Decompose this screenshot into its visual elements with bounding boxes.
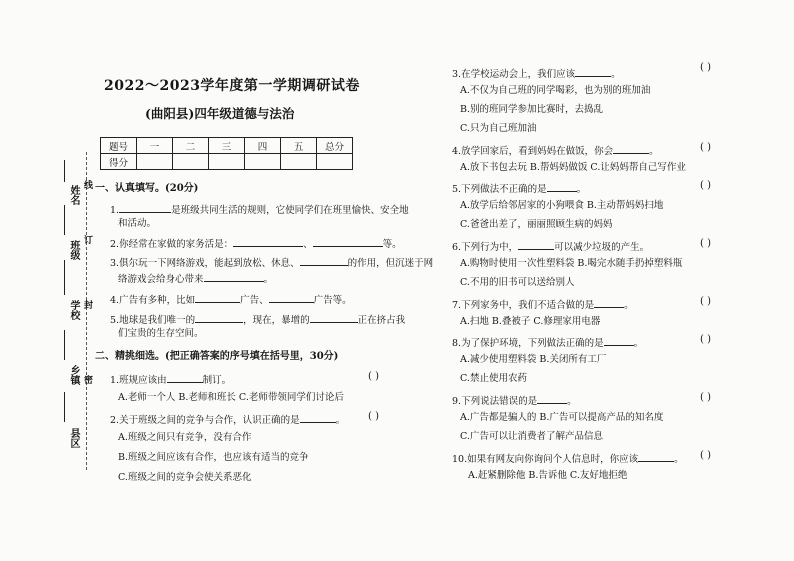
exam-subtitle: (曲阳县)四年级道德与法治 xyxy=(145,106,295,121)
name-write-line xyxy=(64,160,66,182)
s2-q10-blank[interactable] xyxy=(638,451,674,462)
s1-q4 xyxy=(110,292,352,307)
s2-q1 xyxy=(110,372,231,387)
score-cell[interactable] xyxy=(209,154,245,170)
score-header-cell: 五 xyxy=(281,138,317,154)
s1-q1-text-a: 是班级共同生活的规则，它使同学们在班里愉快、安全地 xyxy=(171,205,409,216)
s2-q7-answer-paren[interactable]: ( ) xyxy=(700,296,711,307)
s1-q3-text-a: 3.俱尔玩一下网络游戏，能起到放松、休息、 xyxy=(110,258,300,269)
score-header-cell: 二 xyxy=(173,138,209,154)
s2-q10-text: 10.如果有网友向你询问个人信息时，你应该 xyxy=(452,454,639,465)
score-header-cell: 四 xyxy=(245,138,281,154)
s1-q3-end: 。 xyxy=(263,274,274,285)
s2-q8-option-ab: A.减少使用塑料袋 B.关闭所有工厂 xyxy=(460,354,607,365)
score-cell[interactable] xyxy=(281,154,317,170)
s2-q3-blank[interactable] xyxy=(575,66,611,77)
score-cell[interactable] xyxy=(173,154,209,170)
seal-char-4: 密 xyxy=(82,375,92,384)
s1-q4-text-b: 广告、 xyxy=(240,295,269,306)
s2-q10-options: A.赶紧删除他 B.告诉他 C.友好地拒绝 xyxy=(468,470,628,481)
s2-q7-blank[interactable] xyxy=(594,297,624,308)
s2-q10-answer-paren[interactable]: ( ) xyxy=(700,450,711,461)
s2-q8-text: 8.为了保护环境，下列做法正确的是 xyxy=(452,338,604,349)
s1-q3-line1 xyxy=(110,255,433,270)
school-write-line xyxy=(64,260,66,295)
s1-q5-line1 xyxy=(110,312,405,327)
s2-q4-text: 4.放学回家后，看到妈妈在做饭，你会 xyxy=(452,146,614,157)
s1-q4-text-a: 4.广告有多种，比如 xyxy=(110,295,196,306)
s2-q10-end: 。 xyxy=(674,454,684,465)
town-label: 乡镇 xyxy=(68,365,79,385)
s2-q1-end: 制订。 xyxy=(202,375,232,386)
s2-q3-option-b: B.别的班同学参加比赛时，去捣乱 xyxy=(460,104,604,115)
s2-q6-option-c: C.不用的旧书可以送给别人 xyxy=(460,277,575,288)
s2-q7-end: 。 xyxy=(624,300,634,311)
class-label: 班级 xyxy=(68,240,79,260)
exam-title: 2022～2023学年度第一学期调研试卷 xyxy=(104,78,360,94)
school-label: 学校 xyxy=(68,300,79,320)
s2-q9-option-c: C.广告可以让消费者了解产品信息 xyxy=(460,431,603,442)
s1-q1-blank[interactable] xyxy=(119,202,171,213)
score-table xyxy=(100,137,353,170)
score-table-header-row xyxy=(101,138,353,154)
seal-char-2: 订 xyxy=(82,235,92,244)
s2-q9-blank[interactable] xyxy=(537,393,567,404)
s2-q7-text: 7.下列家务中，我们不适合做的是 xyxy=(452,300,595,311)
seal-char-3: 封 xyxy=(82,300,92,309)
s2-q7-options: A.扫地 B.叠被子 C.修理家用电器 xyxy=(460,316,601,327)
s2-q8-blank[interactable] xyxy=(604,335,634,346)
district-write-line xyxy=(64,392,66,422)
s2-q10 xyxy=(452,451,684,466)
s1-q3-blank-1[interactable] xyxy=(300,255,348,266)
s2-q2-option-a: A.班级之间只有竞争，没有合作 xyxy=(118,432,252,443)
s2-q1-answer-paren[interactable]: ( ) xyxy=(368,371,379,382)
s1-q2 xyxy=(110,236,402,251)
s2-q2 xyxy=(110,412,345,427)
s2-q1-text: 1.班规应该由 xyxy=(110,375,167,386)
s2-q6-option-ab: A.购物时使用一次性塑料袋 B.喝完水随手扔掉塑料瓶 xyxy=(460,258,683,269)
score-cell[interactable] xyxy=(245,154,281,170)
score-row-label: 得分 xyxy=(101,154,137,170)
name-label: 姓名 xyxy=(68,185,79,205)
s2-q5-answer-paren[interactable]: ( ) xyxy=(700,180,711,191)
town-write-line xyxy=(64,330,66,360)
s1-q3-text-b: 络游戏会给身心带来 xyxy=(118,274,204,285)
s2-q5-option-c: C.爸爸出差了，丽丽照顾生病的妈妈 xyxy=(460,219,613,230)
s1-q2-sep: 、 xyxy=(303,239,313,250)
s2-q9-text: 9.下列说法错误的是 xyxy=(452,396,538,407)
s2-q3-text: 3.在学校运动会上，我们应该 xyxy=(452,69,576,80)
s2-q2-text: 2.关于班级之间的竞争与合作，认识正确的是 xyxy=(110,415,300,426)
s2-q3-option-c: C.只为自己班加油 xyxy=(460,123,537,134)
s1-q5-text-d: 们宝贵的生存空间。 xyxy=(118,328,204,339)
s2-q1-blank[interactable] xyxy=(167,372,203,383)
s2-q6-end: 可以减少垃圾的产生。 xyxy=(554,242,650,253)
s2-q2-answer-paren[interactable]: ( ) xyxy=(368,411,379,422)
s2-q5-option-ab: A.放学后给邻居家的小狗喂食 B.主动帮妈妈扫地 xyxy=(460,200,664,211)
s1-q3-blank-2[interactable] xyxy=(204,271,264,282)
s1-q2-blank-2[interactable] xyxy=(313,236,383,247)
s2-q3 xyxy=(452,66,621,81)
s1-q5-blank-1[interactable] xyxy=(195,312,243,323)
s2-q5-blank[interactable] xyxy=(547,181,577,192)
s2-q1-options: A.老师一个人 B.老师和班长 C.老师带领同学们讨论后 xyxy=(118,392,344,403)
s2-q4-options: A.放下书包去玩 B.帮妈妈做饭 C.让妈妈帮自己写作业 xyxy=(460,162,686,173)
score-header-cell: 一 xyxy=(137,138,173,154)
s1-q4-blank-2[interactable] xyxy=(269,292,314,303)
s2-q3-option-a: A.不仅为自己班的同学喝彩，也为别的班加油 xyxy=(460,85,651,96)
s2-q5-end: 。 xyxy=(576,184,587,195)
s1-q4-text-c: 广告等。 xyxy=(313,295,352,306)
s2-q6-text: 6.下列行为中， xyxy=(452,242,519,253)
s2-q4-end: 。 xyxy=(649,146,659,157)
s2-q2-end: 。 xyxy=(335,415,346,426)
class-write-line xyxy=(64,205,66,235)
s2-q5 xyxy=(452,181,586,196)
s1-q5-text-c: 正在挤占我 xyxy=(357,315,406,326)
s2-q9 xyxy=(452,393,577,408)
district-label: 县区 xyxy=(68,428,79,448)
s2-q6 xyxy=(452,239,649,254)
s1-q3-text-a2: 的作用，但沉迷于网 xyxy=(347,258,434,269)
s2-q9-option-ab: A.广告都是骗人的 B.广告可以提高产品的知名度 xyxy=(460,412,664,423)
score-header-cell: 总分 xyxy=(317,138,353,154)
score-header-cell: 题号 xyxy=(101,138,137,154)
s2-q5-text: 5.下列做法不正确的是 xyxy=(452,184,547,195)
s1-q4-blank-1[interactable] xyxy=(195,292,240,303)
s2-q6-answer-paren[interactable]: ( ) xyxy=(700,238,711,249)
s2-q3-answer-paren[interactable]: ( ) xyxy=(700,62,711,73)
s1-q2-text: 2.你经常在家做的家务活是： xyxy=(110,239,234,250)
section1-heading: 一、认真填写。(20分) xyxy=(95,183,199,194)
s1-q1-num: 1. xyxy=(110,205,120,216)
score-table-score-row xyxy=(101,154,353,170)
s1-q5-blank-2[interactable] xyxy=(310,312,358,323)
s2-q2-blank[interactable] xyxy=(300,412,336,423)
s1-q1-text-b: 和活动。 xyxy=(118,218,157,229)
s2-q2-option-b: B.班级之间应该有合作，也应该有适当的竞争 xyxy=(118,452,309,463)
score-cell[interactable] xyxy=(317,154,353,170)
s1-q2-blank-1[interactable] xyxy=(233,236,303,247)
s2-q8-answer-paren[interactable]: ( ) xyxy=(700,334,711,345)
s1-q1-line1 xyxy=(110,202,409,217)
s2-q4-answer-paren[interactable]: ( ) xyxy=(700,142,711,153)
s2-q7 xyxy=(452,297,634,312)
score-cell[interactable] xyxy=(137,154,173,170)
s1-q2-end: 等。 xyxy=(382,239,402,250)
s2-q8-option-c: C.禁止使用农药 xyxy=(460,373,527,384)
s2-q6-blank[interactable] xyxy=(518,239,554,250)
binding-dashed-line xyxy=(86,152,87,470)
s2-q4-blank[interactable] xyxy=(613,143,649,154)
section2-heading: 二、精挑细选。(把正确答案的序号填在括号里，30分) xyxy=(95,351,339,362)
s2-q9-end: 。 xyxy=(567,396,577,407)
s1-q5-text-a: 5.地球是我们唯一的 xyxy=(110,315,196,326)
s2-q2-option-c: C.班级之间的竞争会使关系恶化 xyxy=(118,472,252,483)
score-header-cell: 三 xyxy=(209,138,245,154)
s2-q8 xyxy=(452,335,643,350)
s2-q4 xyxy=(452,143,659,158)
s1-q5-text-b: ，现在，暴增的 xyxy=(243,315,310,326)
s2-q9-answer-paren[interactable]: ( ) xyxy=(700,392,711,403)
s2-q8-end: 。 xyxy=(633,338,644,349)
s1-q3-line2 xyxy=(118,271,273,286)
s2-q3-end: 。 xyxy=(611,69,621,80)
seal-char-1: 线 xyxy=(82,180,92,189)
